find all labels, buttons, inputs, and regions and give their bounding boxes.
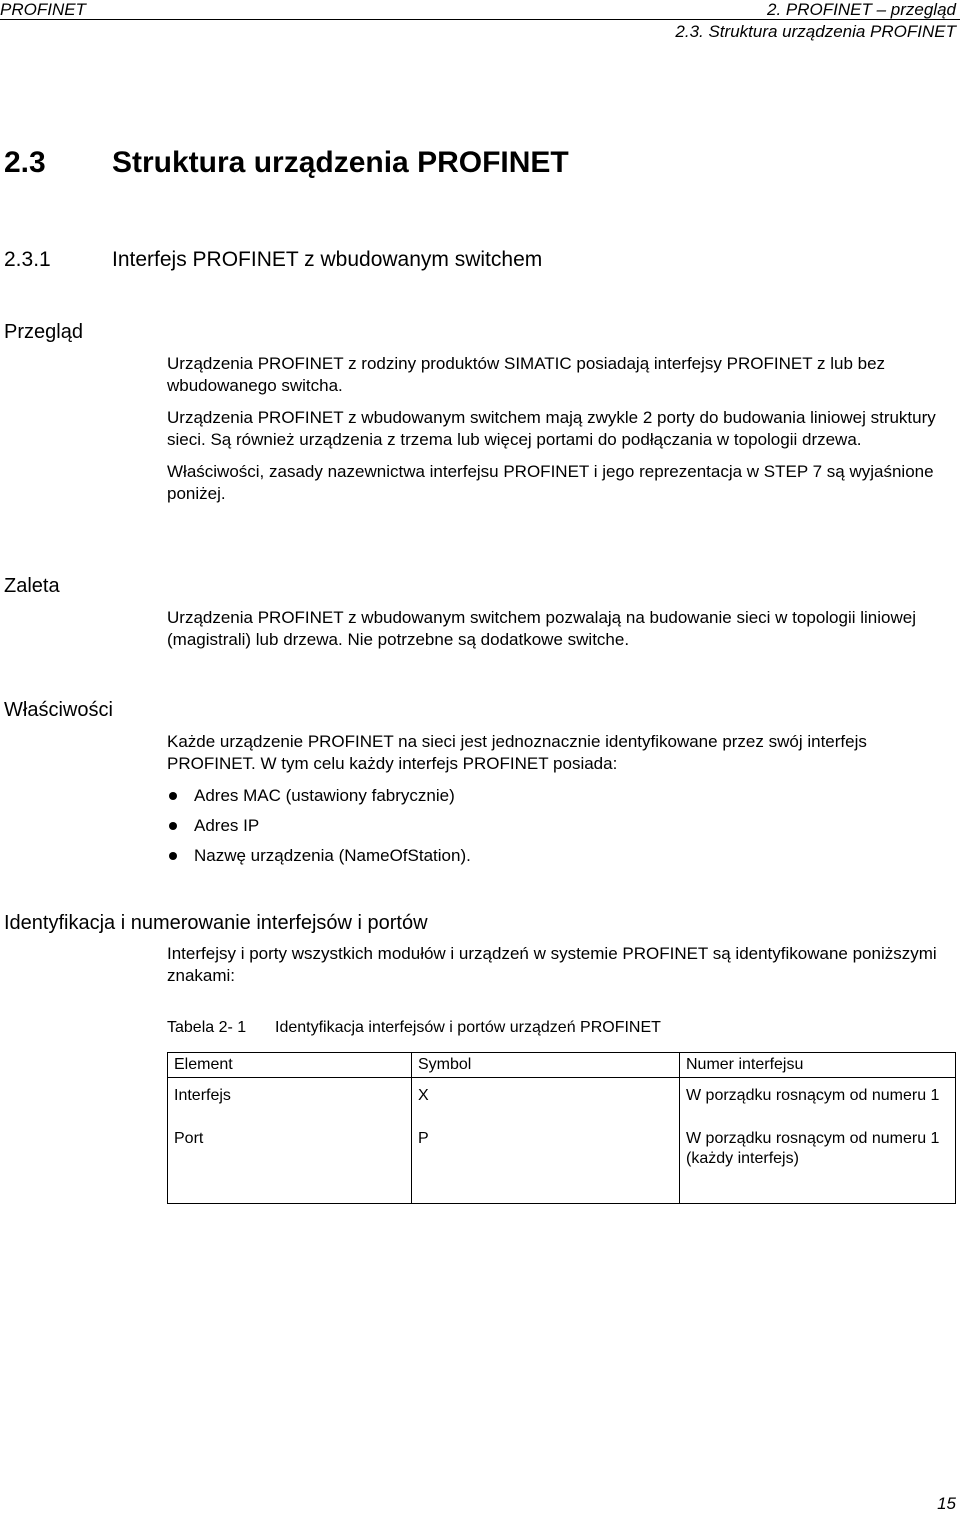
wlasciwosci-paragraph-1: Każde urządzenie PROFINET na sieci jest jednoznacznie identyfikowane przez swój interfejs PROFINET. W tym celu każdy interfejs PROFINET posiada: <box>167 732 867 773</box>
przeglad-paragraph-3: Właściwości, zasady nazewnictwa interfejsu PROFINET i jego reprezentacja w STEP 7 są wyjaśnione poniżej. <box>167 462 934 503</box>
table-cell: P <box>412 1127 680 1204</box>
table-cell: Port <box>168 1127 412 1204</box>
identyfikacja-paragraph-1: Interfejsy i porty wszystkich modułów i urządzeń w systemie PROFINET są identyfikowane poniższymi znakami: <box>167 944 937 985</box>
table-header-row <box>168 1053 956 1078</box>
header-rule <box>0 19 960 20</box>
przeglad-body <box>167 353 957 515</box>
bullet-icon <box>169 792 177 800</box>
header-section: 2.3. Struktura urządzenia PROFINET <box>675 22 956 41</box>
header-chapter: 2. PROFINET – przegląd <box>767 0 956 19</box>
bullet-icon <box>169 852 177 860</box>
identyfikacja-label: Identyfikacja i numerowanie interfejsów i portów <box>4 912 428 934</box>
przeglad-label: Przegląd <box>4 321 83 343</box>
wlasciwosci-bullet-list <box>167 785 957 867</box>
table-caption-title: Identyfikacja interfejsów i portów urządzeń PROFINET <box>275 1019 661 1036</box>
table-header-cell: Symbol <box>412 1053 680 1078</box>
section-title: Struktura urządzenia PROFINET <box>112 146 569 179</box>
zaleta-label: Zaleta <box>4 575 60 597</box>
przeglad-paragraph-2: Urządzenia PROFINET z wbudowanym switchem mają zwykle 2 porty do budowania liniowej struktury sieci. Są również urządzenia z trzema lub więcej portami do podłączania w topologii drzewa. <box>167 408 936 449</box>
list-item: Adres MAC (ustawiony fabrycznie) <box>167 785 957 807</box>
wlasciwosci-label: Właściwości <box>4 699 113 721</box>
subsection-number: 2.3.1 <box>4 248 51 271</box>
section-heading <box>4 146 569 180</box>
table-cell: W porządku rosnącym od numeru 1 <box>680 1078 956 1128</box>
identyfikacja-body <box>167 943 957 997</box>
table-cell: W porządku rosnącym od numeru 1 (każdy interfejs) <box>680 1127 956 1204</box>
zaleta-body <box>167 607 957 661</box>
bullet-icon <box>169 822 177 830</box>
przeglad-paragraph-1: Urządzenia PROFINET z rodziny produktów SIMATIC posiadają interfejsy PROFINET z lub bez wbudowanego switcha. <box>167 354 886 395</box>
header-left: PROFINET <box>0 0 86 19</box>
wlasciwosci-body <box>167 731 957 875</box>
zaleta-paragraph-1: Urządzenia PROFINET z wbudowanym switchem pozwalają na budowanie sieci w topologii liniowej (magistrali) lub drzewa. Nie potrzebne są dodatkowe switche. <box>167 608 916 649</box>
list-item: Nazwę urządzenia (NameOfStation). <box>167 845 957 867</box>
table-cell: Interfejs <box>168 1078 412 1128</box>
table-caption-label: Tabela 2- 1 <box>167 1019 247 1036</box>
table-header-cell: Numer interfejsu <box>680 1053 956 1078</box>
table-row <box>168 1127 956 1204</box>
section-number: 2.3 <box>4 146 46 179</box>
subsection-title: Interfejs PROFINET z wbudowanym switchem <box>112 248 543 271</box>
table-row <box>168 1078 956 1128</box>
identification-table <box>167 1052 956 1204</box>
subsection-heading <box>4 247 542 273</box>
page-number: 15 <box>937 1494 956 1513</box>
table-cell: X <box>412 1078 680 1128</box>
table-caption <box>167 1018 661 1038</box>
table-header-cell: Element <box>168 1053 412 1078</box>
list-item: Adres IP <box>167 815 957 837</box>
